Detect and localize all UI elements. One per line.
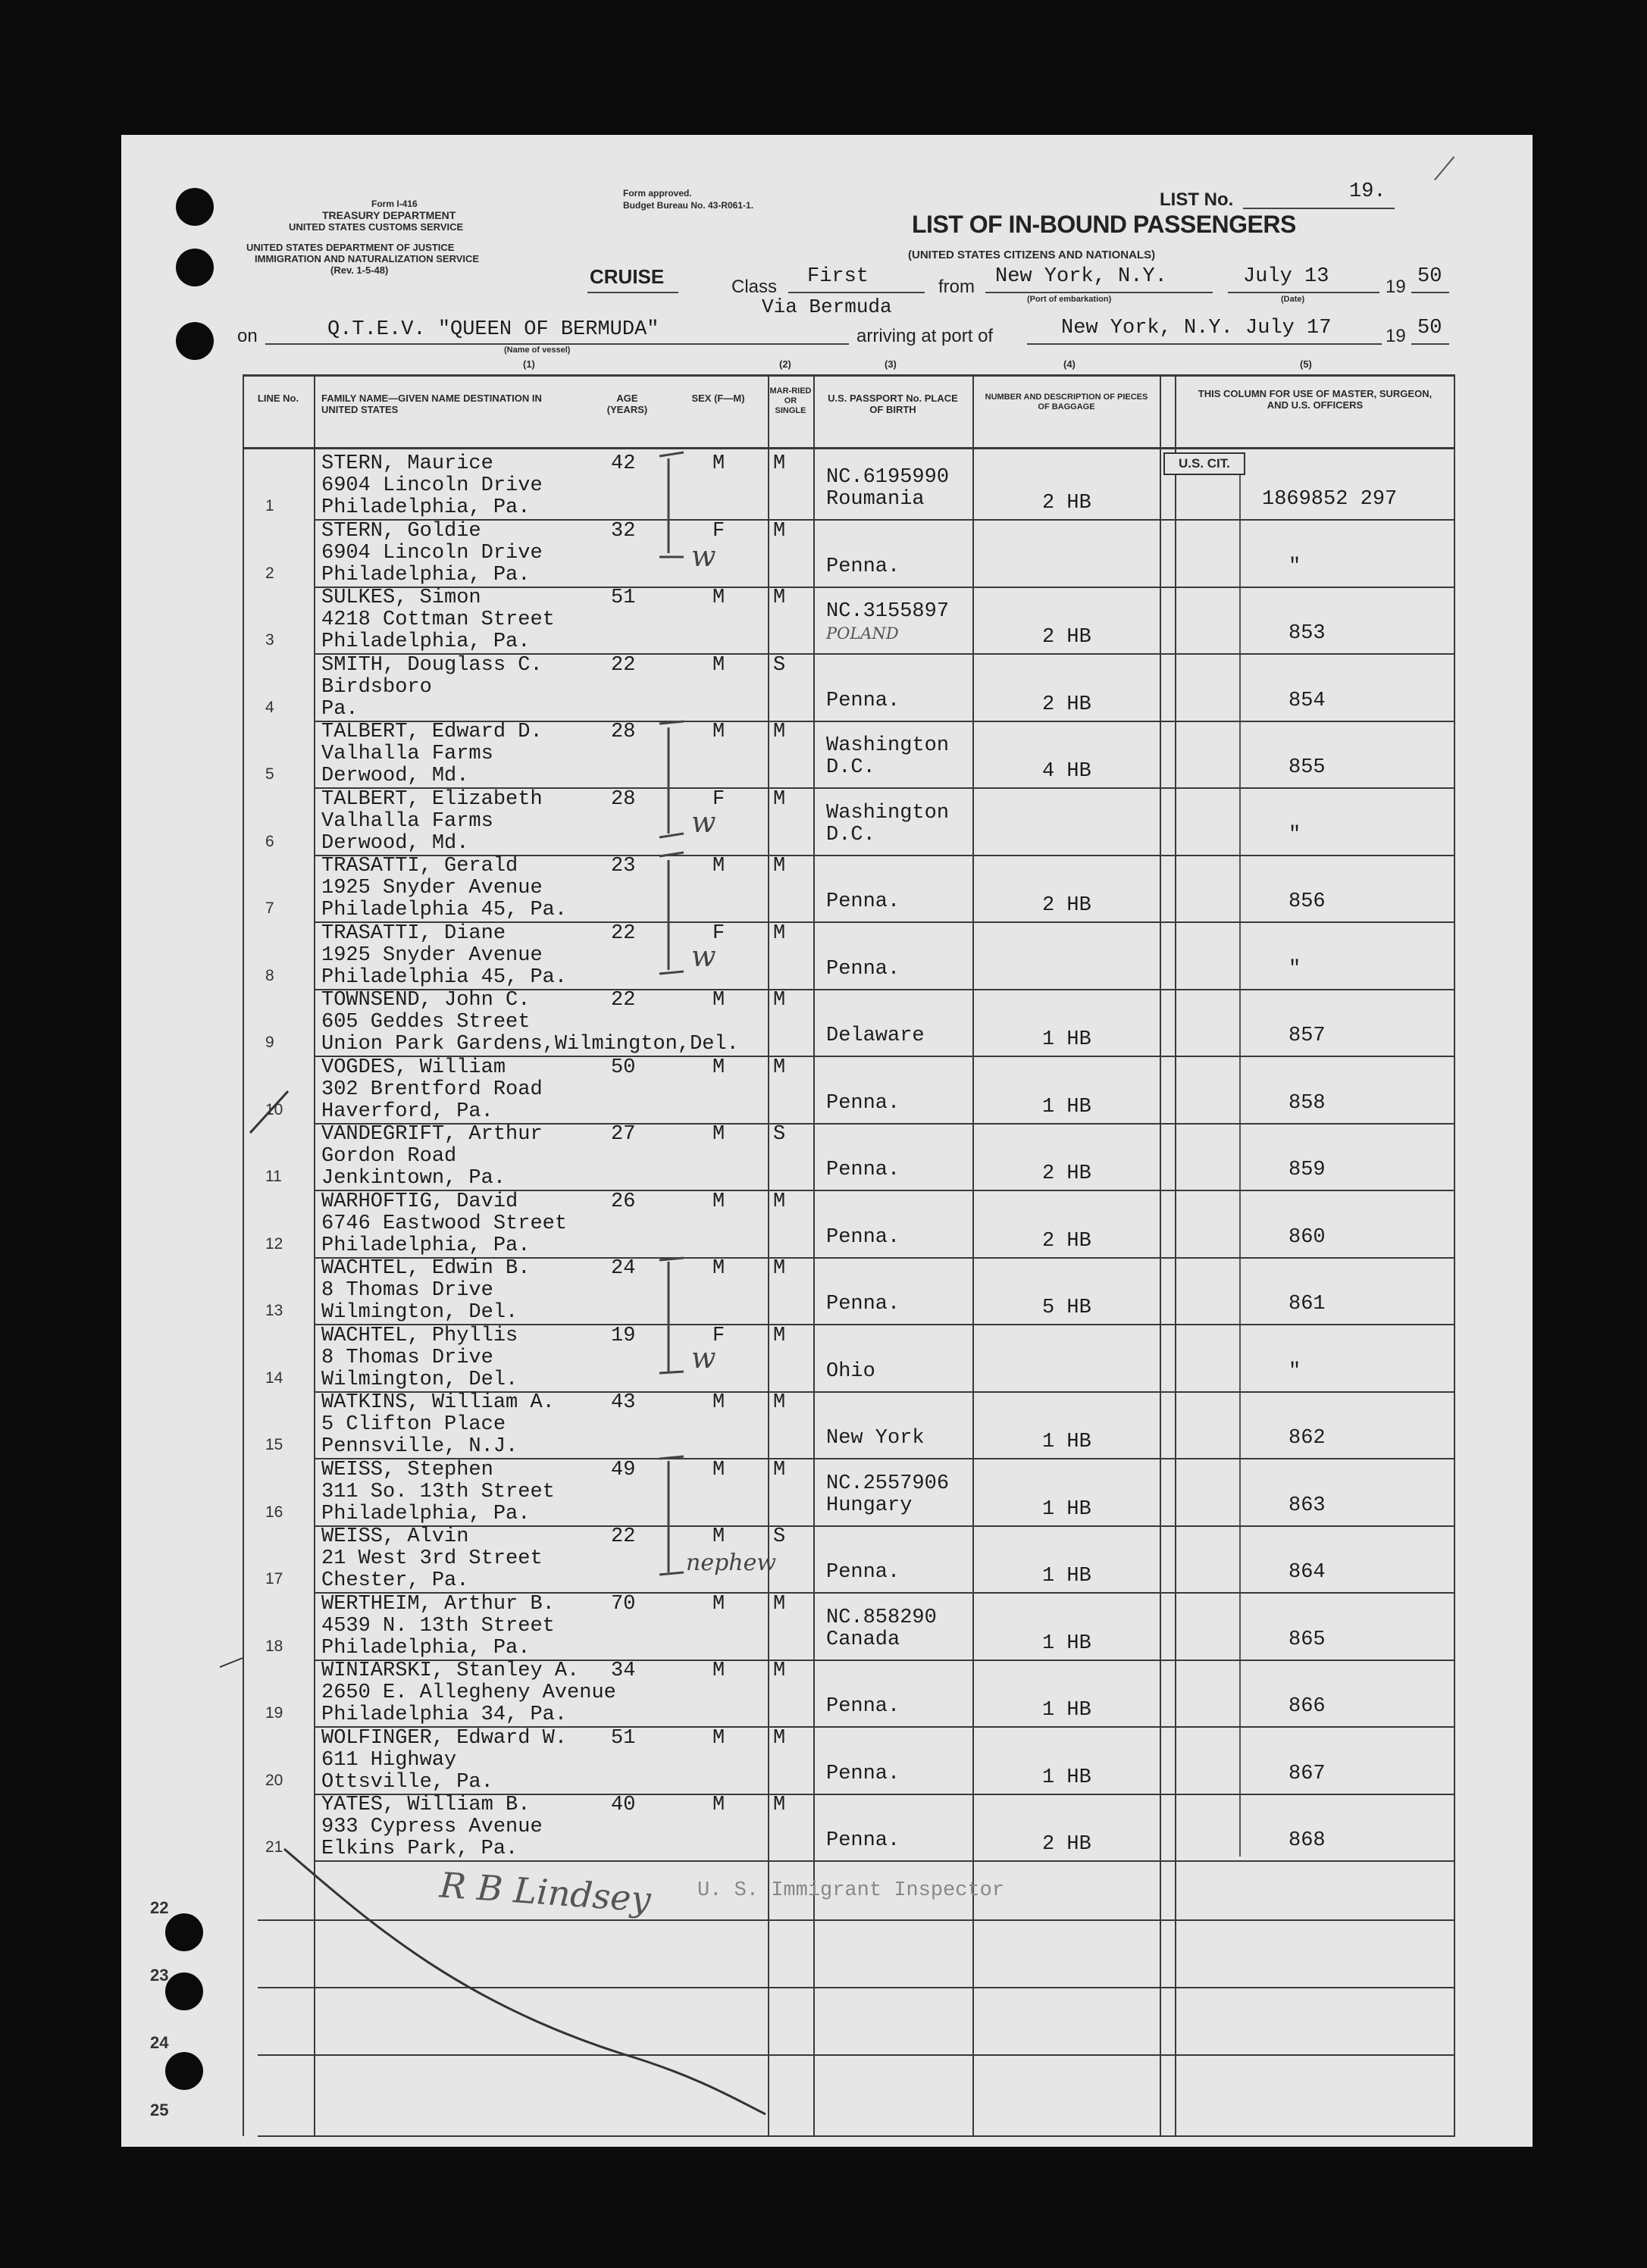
from-label: from <box>938 277 975 297</box>
inspector-title: U. S. Immigrant Inspector <box>697 1879 1005 1902</box>
age-value: 43 <box>611 1391 636 1414</box>
form-approved: Form approved. <box>623 188 692 199</box>
marital-status: M <box>773 1592 786 1616</box>
officer-number: 867 <box>1288 1762 1326 1785</box>
address-line-2: Chester, Pa. <box>321 1569 469 1592</box>
sex-value: F <box>712 1324 725 1347</box>
age-value: 51 <box>611 587 636 609</box>
line-number: 19 <box>265 1704 283 1722</box>
age-value: 49 <box>611 1458 636 1481</box>
baggage-count: 1 HB <box>1042 1565 1091 1588</box>
line-number: 10 <box>265 1100 283 1118</box>
arrival-port-date: New York, N.Y. July 17 <box>1061 317 1332 339</box>
officer-number: 854 <box>1288 689 1326 712</box>
baggage-count: 2 HB <box>1042 1229 1091 1253</box>
marital-status: M <box>773 721 786 743</box>
address-line-2: Philadelphia, Pa. <box>321 563 531 587</box>
address-line-2: Derwood, Md. <box>321 765 469 787</box>
officer-number: 859 <box>1288 1159 1326 1181</box>
address-line-1: 933 Cypress Avenue <box>321 1816 543 1838</box>
passenger-name: VANDEGRIFT, Arthur <box>321 1123 543 1146</box>
sex-value: M <box>712 1391 725 1414</box>
place-of-birth: Penna. <box>826 1695 900 1718</box>
place-of-birth: Ohio <box>826 1359 875 1383</box>
line-number: 18 <box>265 1637 283 1655</box>
passenger-name: TALBERT, Edward D. <box>321 721 543 743</box>
arrival-year-prefix: 19 <box>1386 326 1406 346</box>
age-value: 19 <box>611 1324 636 1347</box>
sex-value: M <box>712 1190 725 1213</box>
address-line-1: 8 Thomas Drive <box>321 1279 493 1302</box>
baggage-count: 1 HB <box>1042 1766 1091 1789</box>
passenger-name: WACHTEL, Edwin B. <box>321 1257 531 1280</box>
form-number: Form I-416 <box>371 199 418 209</box>
via-bermuda: Via Bermuda <box>762 296 892 318</box>
marital-status: M <box>773 452 786 475</box>
embark-caption: (Port of embarkation) <box>1027 295 1112 304</box>
column-number-3: (3) <box>885 358 897 370</box>
wife-mark: w <box>691 1341 716 1375</box>
class-label: Class <box>731 277 778 297</box>
age-value: 22 <box>611 989 636 1012</box>
marital-status: M <box>773 855 786 877</box>
age-value: 22 <box>611 921 636 945</box>
age-value: 42 <box>611 452 636 475</box>
address-line-1: 5 Clifton Place <box>321 1413 506 1436</box>
passenger-name: TRASATTI, Gerald <box>321 855 518 877</box>
baggage-count: 1 HB <box>1042 1497 1091 1521</box>
marital-status: S <box>773 1123 786 1146</box>
marital-status: M <box>773 1726 786 1750</box>
address-line-1: 1925 Snyder Avenue <box>321 943 543 967</box>
address-line-2: Philadelphia 45, Pa. <box>321 899 568 921</box>
sex-value: M <box>712 587 725 609</box>
cruise-label: CRUISE <box>590 265 665 288</box>
address-line-1: 311 So. 13th Street <box>321 1480 555 1503</box>
year-prefix: 19 <box>1386 277 1406 297</box>
baggage-count: 2 HB <box>1042 626 1091 649</box>
column-number-2: (2) <box>779 358 791 370</box>
age-value: 70 <box>611 1592 636 1616</box>
baggage-count: 2 HB <box>1042 1162 1091 1185</box>
departure-date: July 13 <box>1243 265 1329 288</box>
address-line-1: 1925 Snyder Avenue <box>321 877 543 899</box>
address-line-1: Gordon Road <box>321 1145 457 1168</box>
address-line-2: Ottsville, Pa. <box>321 1770 493 1794</box>
address-line-1: Valhalla Farms <box>321 743 493 765</box>
address-line-1: 611 Highway <box>321 1748 457 1772</box>
line-number: 1 <box>265 497 274 515</box>
address-line-2: Jenkintown, Pa. <box>321 1167 506 1190</box>
bracket-mark <box>659 452 684 557</box>
line-number: 7 <box>265 899 274 917</box>
place-of-birth: Penna. <box>826 1293 900 1315</box>
passport-number: NC.2557906 <box>826 1472 950 1495</box>
passenger-name: STERN, Goldie <box>321 519 481 543</box>
page-title: LIST OF IN-BOUND PASSENGERS <box>912 211 1296 238</box>
col-header-name: FAMILY NAME—GIVEN NAME DESTINATION IN UNITED STATES <box>321 393 542 415</box>
place-of-birth: Penna. <box>826 1561 900 1584</box>
officer-number: 868 <box>1288 1829 1326 1852</box>
address-line-1: Birdsboro <box>321 675 432 699</box>
page-subtitle: (UNITED STATES CITIZENS AND NATIONALS) <box>908 249 1156 261</box>
line-number: 14 <box>265 1369 283 1387</box>
age-value: 22 <box>611 653 636 677</box>
place-of-birth: Penna. <box>826 1225 900 1249</box>
address-line-2: Pa. <box>321 697 359 721</box>
sex-value: F <box>712 519 725 543</box>
address-line-2: Union Park Gardens,Wilmington,Del. <box>321 1033 739 1056</box>
passport-number: NC.6195990 <box>826 466 950 489</box>
sex-value: M <box>712 1660 725 1682</box>
passenger-name: TOWNSEND, John C. <box>321 989 531 1012</box>
place-of-birth: Penna. <box>826 1091 900 1115</box>
marital-status: M <box>773 1324 786 1347</box>
marital-status: S <box>773 653 786 677</box>
from-port: New York, N.Y. <box>995 265 1167 288</box>
address-line-1: 21 West 3rd Street <box>321 1547 543 1570</box>
sex-value: M <box>712 721 725 743</box>
inspector-signature: R B Lindsey <box>438 1864 653 1920</box>
officer-number: 857 <box>1288 1025 1326 1047</box>
passenger-name: WEISS, Stephen <box>321 1458 493 1481</box>
address-line-2: Elkins Park, Pa. <box>321 1838 518 1860</box>
baggage-count: 1 HB <box>1042 1095 1091 1118</box>
col-header-officer: THIS COLUMN FOR USE OF MASTER, SURGEON, AND U.S. OFFICERS <box>1198 388 1433 411</box>
col-header-passport: U.S. PASSPORT No. PLACE OF BIRTH <box>828 393 958 415</box>
bracket-mark <box>659 1456 684 1575</box>
sex-value: M <box>712 989 725 1012</box>
age-value: 27 <box>611 1123 636 1146</box>
place-of-birth: D.C. <box>826 756 875 779</box>
baggage-count: 1 HB <box>1042 1028 1091 1051</box>
bracket-mark <box>659 721 684 837</box>
age-value: 28 <box>611 721 636 743</box>
address-line-2: Pennsville, N.J. <box>321 1435 518 1458</box>
place-of-birth: Penna. <box>826 689 900 712</box>
line-number: 23 <box>150 1966 169 1985</box>
passport-number: Washington <box>826 734 950 757</box>
passenger-name: SULKES, Simon <box>321 587 481 609</box>
sex-value: M <box>712 1794 725 1816</box>
line-number: 22 <box>150 1898 169 1917</box>
line-number: 9 <box>265 1034 274 1051</box>
sex-value: M <box>712 1592 725 1616</box>
sex-value: M <box>712 452 725 475</box>
sex-value: M <box>712 1525 725 1548</box>
place-of-birth: Penna. <box>826 1829 900 1852</box>
line-number: 4 <box>265 698 274 716</box>
officer-number: 862 <box>1288 1427 1326 1450</box>
marital-status: M <box>773 587 786 609</box>
line-number: 16 <box>265 1503 283 1521</box>
col-header-age: AGE (YEARS) <box>606 393 648 415</box>
bracket-mark <box>659 852 684 974</box>
sex-value: F <box>712 921 725 945</box>
arriving-label: arriving at port of <box>856 326 994 346</box>
baggage-count: 2 HB <box>1042 693 1091 716</box>
address-line-2: Wilmington, Del. <box>321 1301 518 1324</box>
age-value: 24 <box>611 1257 636 1280</box>
officer-number: 863 <box>1288 1494 1326 1517</box>
place-of-birth: Penna. <box>826 1762 900 1785</box>
address-line-1: 605 Geddes Street <box>321 1011 531 1034</box>
tick-mark <box>250 1091 288 1133</box>
baggage-count: 1 HB <box>1042 1431 1091 1453</box>
passenger-name: VOGDES, William <box>321 1056 506 1079</box>
list-no-value: 19. <box>1349 180 1386 203</box>
officer-number: 855 <box>1288 756 1326 779</box>
wife-mark: w <box>691 940 716 973</box>
marital-status: M <box>773 1056 786 1079</box>
age-value: 34 <box>611 1660 636 1682</box>
sex-value: M <box>712 1257 725 1280</box>
class-value: First <box>807 265 869 288</box>
passenger-name: WATKINS, William A. <box>321 1391 555 1414</box>
line-number: 11 <box>265 1168 282 1185</box>
passenger-name: WINIARSKI, Stanley A. <box>321 1660 580 1682</box>
line-number: 13 <box>265 1302 283 1319</box>
address-line-2: Philadelphia, Pa. <box>321 1636 531 1660</box>
passenger-name: WARHOFTIG, David <box>321 1190 518 1213</box>
baggage-count: 1 HB <box>1042 1631 1091 1655</box>
tick-mark <box>220 1658 243 1667</box>
officer-number: 861 <box>1288 1293 1326 1315</box>
place-of-birth: Penna. <box>826 1159 900 1181</box>
list-no-label: LIST No. <box>1160 189 1234 210</box>
arrival-year-value: 50 <box>1417 317 1442 339</box>
date-caption: (Date) <box>1281 295 1305 304</box>
line-number: 5 <box>265 765 274 783</box>
line-number: 8 <box>265 966 274 984</box>
address-line-2: Derwood, Md. <box>321 831 469 855</box>
vessel-caption: (Name of vessel) <box>504 346 571 355</box>
address-line-2: Wilmington, Del. <box>321 1368 518 1391</box>
sex-value: M <box>712 1458 725 1481</box>
sex-value: M <box>712 1726 725 1750</box>
column-number-4: (4) <box>1063 358 1076 370</box>
place-of-birth: POLAND <box>826 624 899 643</box>
sex-value: M <box>712 653 725 677</box>
officer-number: 1869852 297 <box>1262 488 1398 511</box>
address-line-1: 2650 E. Allegheny Avenue <box>321 1681 616 1704</box>
officer-number: " <box>1288 1359 1301 1383</box>
budget-bureau: Budget Bureau No. 43-R061-1. <box>623 200 754 211</box>
age-value: 40 <box>611 1794 636 1816</box>
marital-status: M <box>773 1660 786 1682</box>
passenger-name: WACHTEL, Phyllis <box>321 1324 518 1347</box>
marital-status: S <box>773 1525 786 1548</box>
line-number: 24 <box>150 2033 169 2052</box>
baggage-count: 2 HB <box>1042 1833 1091 1856</box>
marital-status: M <box>773 1794 786 1816</box>
column-number-1: (1) <box>523 358 535 370</box>
marital-status: M <box>773 1190 786 1213</box>
justice-dept: UNITED STATES DEPARTMENT OF JUSTICE <box>246 242 455 253</box>
line-number: 12 <box>265 1234 283 1253</box>
bracket-mark <box>659 1258 684 1373</box>
officer-number: 853 <box>1288 622 1326 645</box>
officer-number: 860 <box>1288 1225 1326 1249</box>
place-of-birth: Roumania <box>826 488 925 511</box>
col-header-line-no: LINE No. <box>257 393 299 404</box>
officer-number: 865 <box>1288 1628 1326 1651</box>
address-line-1: 4539 N. 13th Street <box>321 1614 555 1638</box>
sex-value: M <box>712 855 725 877</box>
us-cit-stamp: U.S. CIT. <box>1163 452 1245 475</box>
line-number: 25 <box>150 2101 169 2119</box>
passport-number: NC.858290 <box>826 1606 937 1629</box>
col-header-sex: SEX (F—M) <box>691 393 745 404</box>
column-number-5: (5) <box>1300 358 1312 370</box>
address-line-2: Philadelphia 45, Pa. <box>321 965 568 989</box>
col-header-baggage: NUMBER AND DESCRIPTION OF PIECES OF BAGGAGE <box>985 393 1148 411</box>
marital-status: M <box>773 989 786 1012</box>
line-number: 17 <box>265 1570 283 1588</box>
passenger-name: SMITH, Douglass C. <box>321 653 543 677</box>
address-line-2: Philadelphia, Pa. <box>321 1234 531 1257</box>
sex-value: M <box>712 1123 725 1146</box>
address-line-2: Philadelphia, Pa. <box>321 1502 531 1525</box>
address-line-1: 302 Brentford Road <box>321 1078 543 1101</box>
age-value: 32 <box>611 519 636 543</box>
wife-mark: w <box>691 540 716 573</box>
year-value: 50 <box>1417 265 1442 288</box>
place-of-birth: Penna. <box>826 957 900 981</box>
customs-service: UNITED STATES CUSTOMS SERVICE <box>289 221 464 233</box>
sex-value: M <box>712 1056 725 1079</box>
address-line-2: Haverford, Pa. <box>321 1100 493 1123</box>
address-line-1: 6904 Lincoln Drive <box>321 541 543 565</box>
on-label: on <box>237 326 258 346</box>
passenger-name: WERTHEIM, Arthur B. <box>321 1592 555 1616</box>
sex-value: F <box>712 787 725 811</box>
place-of-birth: Delaware <box>826 1025 925 1047</box>
age-value: 22 <box>611 1525 636 1548</box>
officer-number: " <box>1288 957 1301 981</box>
marital-status: M <box>773 519 786 543</box>
address-line-1: Valhalla Farms <box>321 809 493 833</box>
officer-number: 856 <box>1288 890 1326 913</box>
address-line-1: 4218 Cottman Street <box>321 608 555 631</box>
address-line-1: 6746 Eastwood Street <box>321 1212 568 1235</box>
officer-number: 858 <box>1288 1091 1326 1115</box>
wife-mark: w <box>691 806 716 839</box>
nephew-mark: nephew <box>686 1550 777 1576</box>
officer-number: " <box>1288 555 1301 578</box>
passenger-name: TRASATTI, Diane <box>321 921 506 945</box>
passenger-name: STERN, Maurice <box>321 452 493 475</box>
marital-status: M <box>773 1257 786 1280</box>
line-number: 21 <box>265 1838 283 1856</box>
passenger-name: WOLFINGER, Edward W. <box>321 1726 568 1750</box>
line-number: 6 <box>265 832 274 850</box>
age-value: 26 <box>611 1190 636 1213</box>
marital-status: M <box>773 1391 786 1414</box>
baggage-count: 1 HB <box>1042 1699 1091 1722</box>
vessel-name: Q.T.E.V. "QUEEN OF BERMUDA" <box>327 318 659 341</box>
passenger-name: TALBERT, Elizabeth <box>321 787 543 811</box>
address-line-1: 8 Thomas Drive <box>321 1346 493 1369</box>
baggage-count: 2 HB <box>1042 894 1091 917</box>
place-of-birth: Hungary <box>826 1494 913 1517</box>
line-number: 15 <box>265 1436 283 1453</box>
place-of-birth: New York <box>826 1427 925 1450</box>
place-of-birth: Canada <box>826 1628 900 1651</box>
baggage-count: 5 HB <box>1042 1297 1091 1319</box>
place-of-birth: Penna. <box>826 890 900 913</box>
age-value: 28 <box>611 787 636 811</box>
baggage-count: 2 HB <box>1042 492 1091 515</box>
age-value: 23 <box>611 855 636 877</box>
passenger-name: YATES, William B. <box>321 1794 531 1816</box>
diagonal-pen-stroke <box>284 1849 766 2114</box>
place-of-birth: Penna. <box>826 555 900 578</box>
ins-service: IMMIGRATION AND NATURALIZATION SERVICE <box>255 253 480 264</box>
line-number: 3 <box>265 631 274 649</box>
address-line-2: Philadelphia, Pa. <box>321 630 531 653</box>
age-value: 50 <box>611 1056 636 1079</box>
form-revision: (Rev. 1-5-48) <box>330 264 389 276</box>
marital-status: M <box>773 787 786 811</box>
address-line-2: Philadelphia, Pa. <box>321 496 531 519</box>
passport-number: Washington <box>826 801 950 824</box>
line-number: 2 <box>265 564 274 582</box>
address-line-1: 6904 Lincoln Drive <box>321 474 543 497</box>
treasury-dept: TREASURY DEPARTMENT <box>322 209 456 221</box>
passenger-name: WEISS, Alvin <box>321 1525 469 1548</box>
line-number: 20 <box>265 1771 283 1789</box>
col-header-married: MAR-RIED OR SINGLE <box>769 386 812 415</box>
place-of-birth: D.C. <box>826 823 875 846</box>
officer-number: 866 <box>1288 1695 1326 1718</box>
marital-status: M <box>773 1458 786 1481</box>
address-line-2: Philadelphia 34, Pa. <box>321 1703 568 1726</box>
passport-number: NC.3155897 <box>826 600 950 623</box>
officer-number: 864 <box>1288 1561 1326 1584</box>
age-value: 51 <box>611 1726 636 1750</box>
baggage-count: 4 HB <box>1042 760 1091 783</box>
officer-number: " <box>1288 823 1301 846</box>
marital-status: M <box>773 921 786 945</box>
